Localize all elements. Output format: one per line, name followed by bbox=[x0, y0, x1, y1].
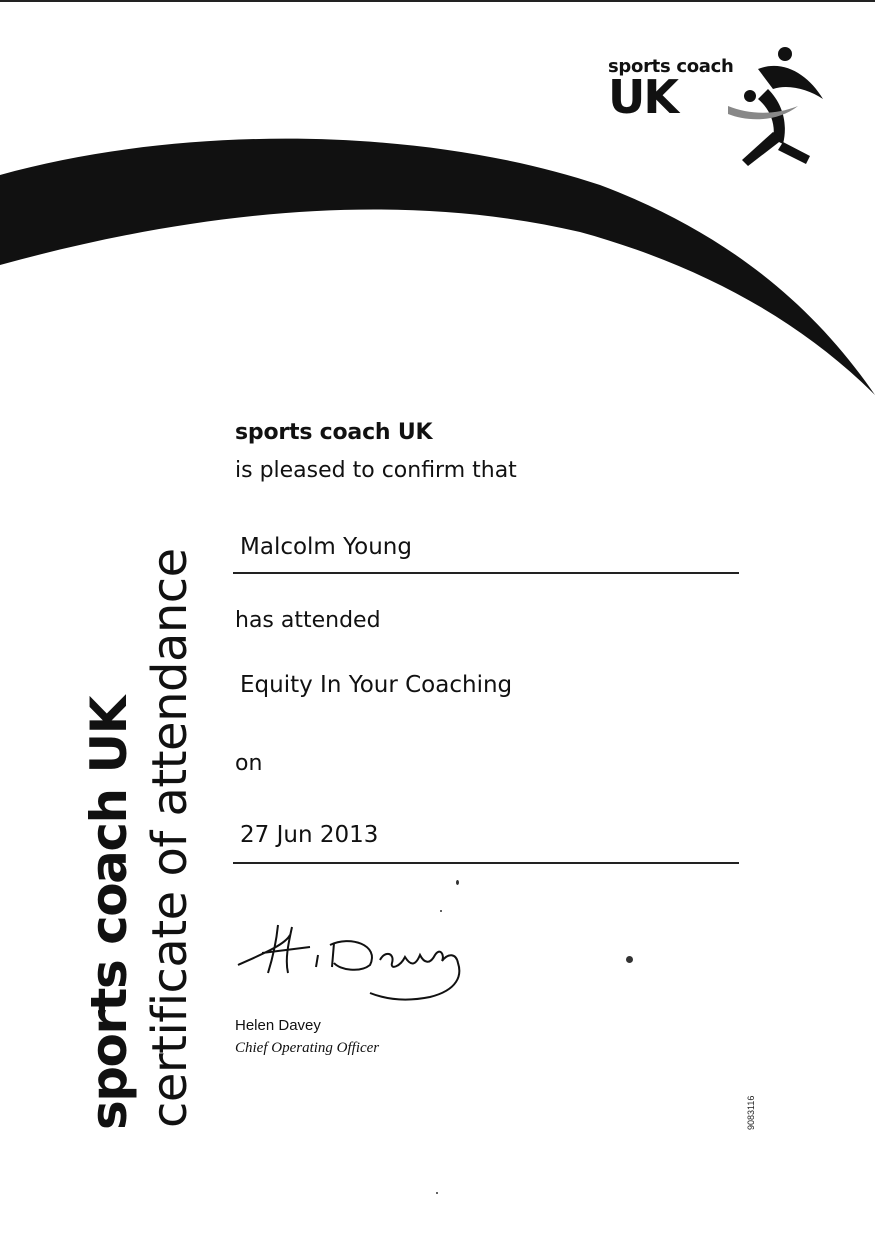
signatory-name: Helen Davey bbox=[235, 1017, 321, 1034]
organisation-name: sports coach UK bbox=[235, 420, 433, 445]
vertical-certificate-title: certificate of attendance bbox=[142, 548, 198, 1128]
athlete-figure-icon bbox=[728, 44, 828, 184]
course-name: Equity In Your Coaching bbox=[240, 672, 513, 698]
sports-coach-uk-logo bbox=[608, 44, 828, 184]
recipient-name: Malcolm Young bbox=[240, 534, 412, 560]
logo-wordmark: sports coach bbox=[608, 56, 734, 77]
date-underline bbox=[233, 862, 739, 864]
logo-uk-letters: UK bbox=[608, 70, 677, 124]
recipient-name-underline bbox=[233, 572, 739, 574]
on-label: on bbox=[235, 751, 263, 776]
scan-speck bbox=[626, 956, 633, 963]
handwritten-signature bbox=[230, 915, 470, 1010]
confirm-statement: is pleased to confirm that bbox=[235, 458, 517, 483]
scan-speck bbox=[456, 880, 459, 885]
serial-number: 9083116 bbox=[746, 1095, 756, 1130]
vertical-brand-title: sports coach UK bbox=[80, 697, 138, 1130]
scan-speck bbox=[440, 910, 442, 912]
signatory-title: Chief Operating Officer bbox=[235, 1040, 380, 1056]
attended-statement: has attended bbox=[235, 608, 381, 633]
scan-speck bbox=[436, 1192, 438, 1194]
attendance-date: 27 Jun 2013 bbox=[240, 822, 379, 848]
